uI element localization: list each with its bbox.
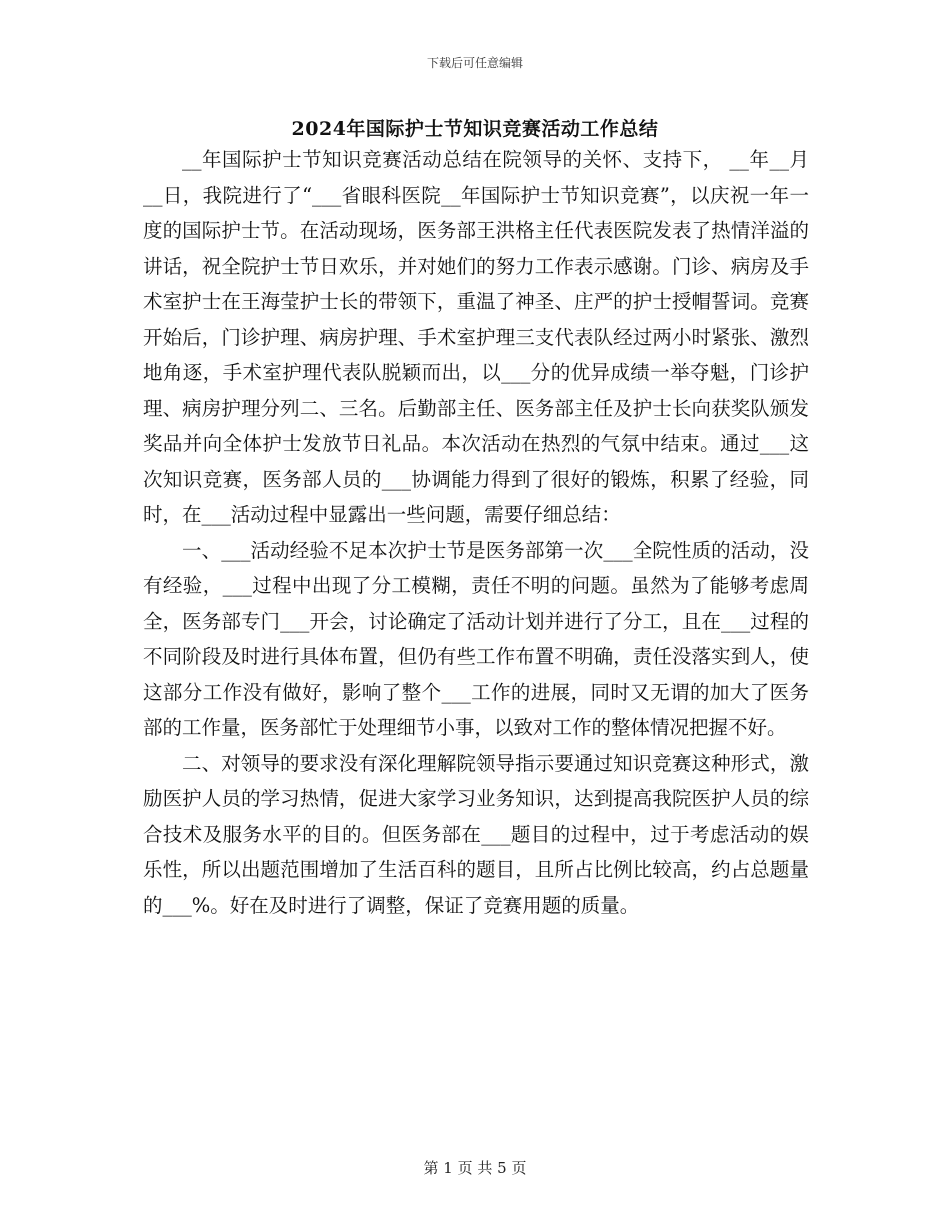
paragraph-intro: __年国际护士节知识竞赛活动总结在院领导的关怀、支持下， __年__月__日，我院进行了“___省眼科医院__年国际护士节知识竞赛”，以庆祝一年一度的国际护士节。在活动现场，医务部王洪格主任代表医院发表了热情洋溢的讲话，祝全院护士节日欢乐，并对她们的努力工作表示感谢。门诊、病房及手术室护士在王海莹护士长的带领下，重温了神圣、庄严的护士授帽誓词。竞赛开始后，门诊护理、病房护理、手术室护理三支代表队经过两小时紧张、激烈地角逐，手术室护理代表队脱颖而出，以___分的优异成绩一举夺魁，门诊护理、病房护理分列二、三名。后勤部主任、医务部主任及护士长向获奖队颁发奖品并向全体护士发放节日礼品。本次活动在热烈的气氛中结束。通过___这次知识竞赛，医务部人员的___协调能力得到了很好的锻炼，积累了经验，同时，在___活动过程中显露出一些问题，需要仔细总结： — [143, 148, 809, 526]
page-header: 下载后可任意编辑 — [426, 56, 523, 70]
paragraph-section-two: 二、对领导的要求没有深化理解院领导指示要通过知识竞赛这种形式，激励医护人员的学习热情，促进大家学习业务知识，达到提高我院医护人员的综合技术及服务水平的目的。但医务部在___题目的过程中，过于考虑活动的娱乐性，所以出题范围增加了生活百科的题目，且所占比例比较高，约占总题量的___%。好在及时进行了调整，保证了竞赛用题的质量。 — [143, 751, 809, 917]
paragraph-section-one: 一、___活动经验不足本次护士节是医务部第一次___全院性质的活动，没有经验，___过程中出现了分工模糊，责任不明的问题。虽然为了能够考虑周全，医务部专门___开会，讨论确定了活动计划并进行了分工，且在___过程的不同阶段及时进行具体布置，但仍有些工作布置不明确，责任没落实到人，使这部分工作没有做好，影响了整个___工作的进展，同时又无谓的加大了医务部的工作量，医务部忙于处理细节小事，以致对工作的整体情况把握不好。 — [143, 538, 809, 739]
page-number: 第 1 页 共 5 页 — [423, 1159, 527, 1177]
document-title: 2024年国际护士节知识竞赛活动工作总结 — [291, 118, 659, 140]
document-body — [143, 142, 809, 923]
